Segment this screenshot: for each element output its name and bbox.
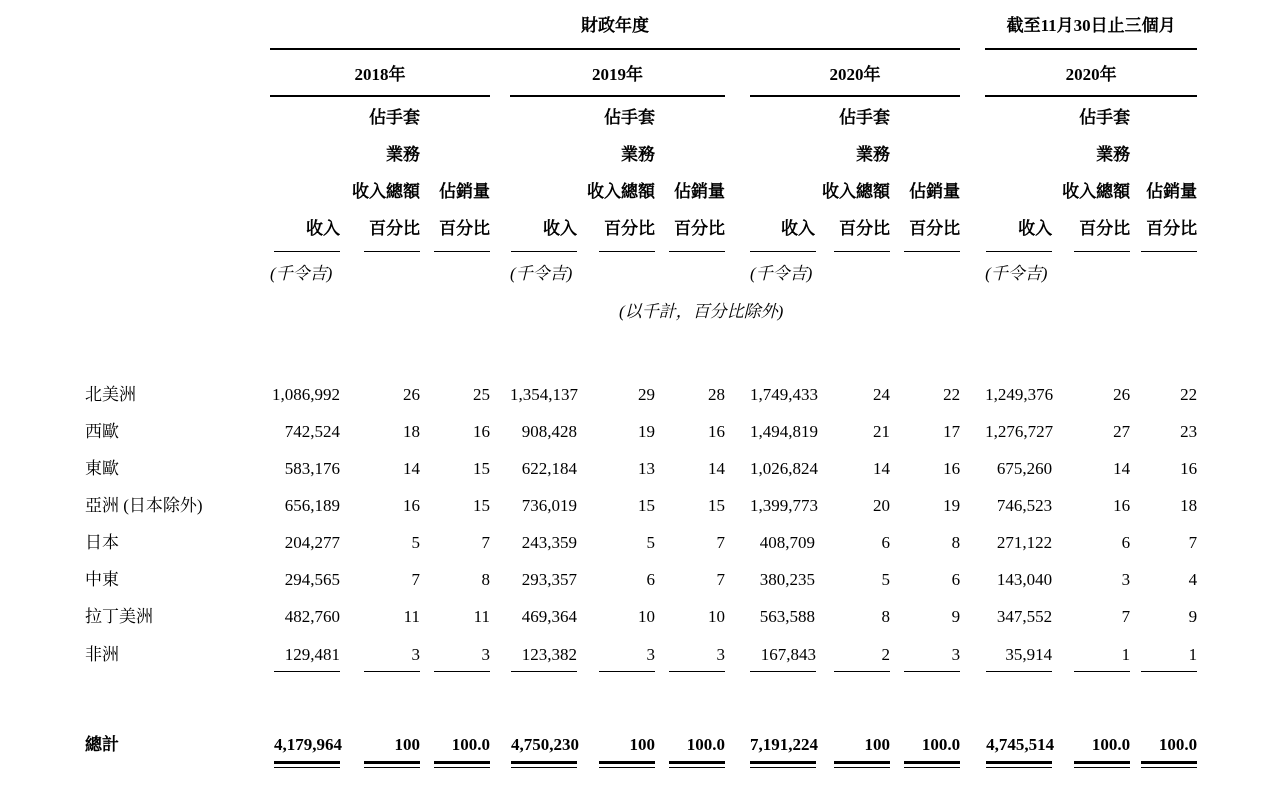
year-2020q-header: 2020年: [985, 49, 1197, 96]
table-cell: 1,086,992: [272, 385, 340, 404]
total-label-cell: [85, 724, 270, 764]
table-cell-value: 167,843: [750, 644, 816, 672]
column-spacer: [725, 252, 750, 286]
table-cell: 7: [411, 570, 420, 589]
table-cell: 16: [708, 422, 725, 441]
revenue-by-region-table: [85, 10, 1197, 764]
pct-revenue-line: 百分比: [369, 219, 420, 238]
pct-revenue-line: 業務: [856, 145, 890, 164]
region-label: 亞洲 (日本除外): [85, 496, 203, 515]
pct-revenue-line: 業務: [621, 145, 655, 164]
pct-revenue-line: 收入總額: [352, 182, 420, 201]
table-cell: [655, 635, 725, 672]
table-cell: 22: [1180, 385, 1198, 404]
pct-revenue-line: 佔手套: [604, 108, 655, 127]
total-value: 100: [834, 734, 890, 764]
table-cell: 469,364: [521, 607, 577, 626]
table-cell: [890, 635, 960, 672]
revenue-col-label: 收入: [781, 219, 815, 238]
pct-volume-line: 百分比: [909, 219, 961, 238]
column-spacer: [490, 376, 510, 413]
column-spacer: [490, 487, 510, 524]
table-cell: [815, 635, 890, 672]
table-cell: 26: [403, 385, 420, 404]
column-spacer: [960, 49, 985, 96]
total-value: 4,750,230: [511, 734, 577, 764]
table-cell: 19: [638, 422, 655, 441]
table-cell-value: 3: [599, 644, 655, 672]
table-cell: 6: [951, 570, 961, 589]
empty-cell: [85, 49, 270, 96]
table-cell-value: 3: [364, 644, 420, 672]
column-spacer: [725, 561, 750, 598]
table-body: [85, 376, 1197, 672]
table-cell: 204,277: [284, 533, 340, 552]
total-cell: [985, 724, 1055, 764]
revenue-col-header: [510, 96, 577, 252]
revenue-col-header: [270, 96, 340, 252]
table-cell: 25: [473, 385, 490, 404]
pct-volume-line: 佔銷量: [1146, 182, 1198, 201]
table-row: [85, 450, 1197, 487]
empty-cell: [85, 96, 270, 252]
table-cell: 742,524: [284, 422, 340, 441]
column-spacer: [960, 96, 985, 252]
total-value: 100.0: [1074, 734, 1130, 764]
empty-cell: [420, 252, 490, 286]
table-cell: 10: [708, 607, 725, 626]
column-spacer: [490, 96, 510, 252]
table-cell: 4: [1188, 570, 1198, 589]
table-cell: 294,565: [284, 570, 340, 589]
table-cell-value: 3: [669, 644, 725, 672]
table-cell: [270, 635, 340, 672]
pct-volume-col-header: [890, 96, 960, 252]
table-cell: 6: [646, 570, 655, 589]
table-cell: 7: [1188, 533, 1198, 552]
total-value: 100.0: [904, 734, 960, 764]
column-spacer: [725, 376, 750, 413]
total-cell: [890, 724, 960, 764]
revenue-col-label: 收入: [1018, 219, 1053, 238]
unit-note-row: [85, 252, 1197, 286]
table-cell: 15: [473, 459, 490, 478]
fiscal-year-header: 財政年度: [270, 10, 960, 49]
column-spacer: [960, 376, 985, 413]
pct-volume-col-header: [655, 96, 725, 252]
column-spacer: [725, 724, 750, 764]
column-spacer: [490, 635, 510, 672]
total-cell: [577, 724, 655, 764]
column-spacer: [960, 724, 985, 764]
table-cell-value: 1: [1074, 644, 1130, 672]
year-header-row: [85, 49, 1197, 96]
empty-cell: [340, 252, 420, 286]
table-row: [85, 635, 1197, 672]
total-value: 100.0: [434, 734, 490, 764]
table-cell-value: 2: [834, 644, 890, 672]
table-cell: 7: [481, 533, 490, 552]
column-spacer: [725, 450, 750, 487]
revenue-col-label: 收入: [306, 219, 340, 238]
empty-cell: [655, 252, 725, 286]
table-cell: 5: [881, 570, 890, 589]
table-row: [85, 487, 1197, 524]
column-spacer: [725, 524, 750, 561]
table-cell: 293,357: [521, 570, 577, 589]
table-cell: 271,122: [996, 533, 1053, 552]
pct-volume-col-header: [1130, 96, 1197, 252]
table-cell: 347,552: [996, 607, 1053, 626]
region-label: 日本: [85, 533, 119, 552]
region-label-text: 非洲: [85, 644, 119, 664]
table-cell: 908,428: [521, 422, 577, 441]
revenue-col-header: [750, 96, 815, 252]
total-label: 總計: [85, 735, 119, 754]
region-label: 中東: [85, 570, 119, 589]
total-cell: [1052, 724, 1130, 764]
year-2019-header: 2019年: [510, 49, 725, 96]
column-spacer: [490, 252, 510, 286]
empty-cell: [85, 252, 270, 286]
region-label: 北美洲: [85, 385, 136, 404]
column-spacer: [725, 598, 750, 635]
table-cell-value: 129,481: [274, 644, 340, 672]
table-cell: [1130, 635, 1197, 672]
table-cell: 15: [708, 496, 725, 515]
pct-volume-line: 佔銷量: [439, 182, 490, 201]
table-cell: 5: [646, 533, 655, 552]
pct-revenue-line: 業務: [386, 145, 420, 164]
column-spacer: [725, 96, 750, 252]
table-cell-value: 3: [434, 644, 490, 672]
total-cell: [510, 724, 577, 764]
year-2018-header: 2018年: [270, 49, 490, 96]
column-spacer: [490, 450, 510, 487]
table-row: [85, 413, 1197, 450]
region-label: 拉丁美洲: [85, 607, 153, 626]
pct-revenue-line: 收入總額: [822, 182, 890, 201]
empty-cell: [85, 10, 270, 49]
table-cell: 1,749,433: [750, 385, 818, 404]
table-cell: 20: [873, 496, 890, 515]
pct-revenue-line: 百分比: [1079, 219, 1131, 238]
column-spacer: [490, 598, 510, 635]
table-cell: 18: [403, 422, 420, 441]
table-cell: 16: [473, 422, 490, 441]
table-cell: 380,235: [759, 570, 815, 589]
table-cell: 143,040: [996, 570, 1053, 589]
column-spacer: [960, 561, 985, 598]
column-spacer: [960, 252, 985, 286]
column-spacer: [725, 413, 750, 450]
column-spacer: [960, 487, 985, 524]
table-cell: 583,176: [284, 459, 340, 478]
table-cell: [1052, 635, 1130, 672]
table-cell: 26: [1113, 385, 1131, 404]
table-cell: 8: [951, 533, 961, 552]
pct-revenue-line: 業務: [1096, 145, 1131, 164]
scale-note-row: [85, 286, 1197, 324]
table-cell-value: 1: [1141, 644, 1197, 672]
pct-revenue-col-header: [815, 96, 890, 252]
empty-cell: [890, 252, 960, 286]
scale-note-cell: [85, 286, 1197, 324]
pct-revenue-line: 收入總額: [587, 182, 655, 201]
table-cell: 746,523: [996, 496, 1053, 515]
table-cell: [420, 635, 490, 672]
table-cell: 11: [473, 607, 490, 626]
pct-volume-line: 佔銷量: [674, 182, 725, 201]
table-cell: 8: [881, 607, 890, 626]
pct-volume-col-header: [420, 96, 490, 252]
table-cell: 1,026,824: [750, 459, 818, 478]
table-cell: 22: [943, 385, 961, 404]
table-cell: 9: [1188, 607, 1198, 626]
table-cell: [510, 635, 577, 672]
pct-revenue-line: 百分比: [604, 219, 655, 238]
table-cell: 563,588: [759, 607, 815, 626]
pct-revenue-col-header: [340, 96, 420, 252]
column-spacer: [960, 10, 985, 49]
total-value: 100.0: [1141, 734, 1197, 764]
table-cell: [577, 635, 655, 672]
table-cell: 14: [403, 459, 420, 478]
table-cell: 675,260: [996, 459, 1053, 478]
table-cell: 5: [411, 533, 420, 552]
pct-volume-line: 百分比: [439, 219, 490, 238]
table-cell: [750, 635, 815, 672]
empty-cell: [1130, 252, 1197, 286]
column-spacer: [490, 524, 510, 561]
total-value: 100.0: [669, 734, 725, 764]
column-spacer: [725, 49, 750, 96]
total-cell: [1130, 724, 1197, 764]
table-cell: 15: [473, 496, 490, 515]
column-spacer: [490, 561, 510, 598]
table-cell: 6: [881, 533, 890, 552]
table-cell: 408,709: [759, 533, 815, 552]
revenue-col-header: [985, 96, 1052, 252]
section-header-row: [85, 10, 1197, 49]
revenue-col-label: 收入: [543, 219, 577, 238]
table-cell: 482,760: [284, 607, 340, 626]
spacer: [85, 324, 1197, 376]
column-spacer: [490, 724, 510, 764]
table-cell: 16: [403, 496, 420, 515]
table-cell: 10: [638, 607, 655, 626]
empty-cell: [815, 252, 890, 286]
column-spacer: [960, 450, 985, 487]
column-spacer: [490, 49, 510, 96]
scale-note: (以千計，百分比除外): [619, 302, 784, 321]
table-cell: 23: [1180, 422, 1198, 441]
column-spacer: [725, 487, 750, 524]
spacer: [85, 672, 1197, 724]
table-cell: 3: [1121, 570, 1131, 589]
empty-cell: [1052, 252, 1130, 286]
table-cell: 9: [951, 607, 961, 626]
table-cell: [340, 635, 420, 672]
table-cell-value: 3: [904, 644, 960, 672]
column-spacer: [960, 413, 985, 450]
pct-revenue-col-header: [577, 96, 655, 252]
table-cell: 7: [1121, 607, 1131, 626]
table-cell: 622,184: [521, 459, 577, 478]
total-value: 4,745,514: [986, 734, 1052, 764]
total-row: [85, 724, 1197, 764]
total-value: 4,179,964: [274, 734, 340, 764]
pct-revenue-line: 佔手套: [1079, 108, 1131, 127]
pct-revenue-line: 佔手套: [839, 108, 890, 127]
table-row: [85, 598, 1197, 635]
column-header-row: [85, 96, 1197, 252]
column-spacer: [960, 635, 985, 672]
table-cell: 1,276,727: [985, 422, 1054, 441]
table-cell: 736,019: [521, 496, 577, 515]
pct-revenue-line: 收入總額: [1062, 182, 1131, 201]
table-cell: 28: [708, 385, 725, 404]
pct-volume-line: 百分比: [674, 219, 725, 238]
spacer-row: [85, 672, 1197, 724]
pct-revenue-line: 百分比: [839, 219, 890, 238]
table-cell: 243,359: [521, 533, 577, 552]
column-spacer: [960, 598, 985, 635]
column-spacer: [725, 635, 750, 672]
column-spacer: [960, 524, 985, 561]
pct-volume-line: 佔銷量: [909, 182, 961, 201]
year-2020-header: 2020年: [750, 49, 960, 96]
unit-note: (千令吉): [510, 264, 573, 283]
table-cell: 1,399,773: [750, 496, 818, 515]
unit-note: (千令吉): [270, 264, 333, 283]
table-cell: 21: [873, 422, 890, 441]
table-row: [85, 524, 1197, 561]
table-cell: 7: [716, 570, 725, 589]
table-cell: 16: [1180, 459, 1198, 478]
table-cell: 6: [1121, 533, 1131, 552]
table-cell: 11: [403, 607, 420, 626]
total-value: 100: [599, 734, 655, 764]
table-cell: 8: [481, 570, 490, 589]
spacer-row: [85, 324, 1197, 376]
table-cell: 19: [943, 496, 961, 515]
total-cell: [750, 724, 818, 764]
table-cell: 18: [1180, 496, 1198, 515]
unit-note: (千令吉): [750, 264, 813, 283]
table-cell: 656,189: [284, 496, 340, 515]
region-label: [85, 635, 270, 672]
table-cell: 29: [638, 385, 655, 404]
table-cell: [985, 635, 1052, 672]
region-label: 西歐: [85, 422, 119, 441]
total-value: 100: [364, 734, 420, 764]
table-cell: 16: [943, 459, 961, 478]
table-cell: 24: [873, 385, 890, 404]
empty-cell: [577, 252, 655, 286]
three-months-header: 截至11月30日止三個月: [985, 10, 1197, 49]
table-cell: 14: [708, 459, 725, 478]
table-cell: 1,494,819: [750, 422, 818, 441]
pct-revenue-line: 佔手套: [369, 108, 420, 127]
pct-volume-line: 百分比: [1146, 219, 1198, 238]
total-cell: [420, 724, 490, 764]
column-spacer: [490, 413, 510, 450]
table-cell: 14: [873, 459, 890, 478]
region-label: 東歐: [85, 459, 119, 478]
pct-revenue-col-header: [1052, 96, 1130, 252]
table-cell: 1,354,137: [510, 385, 578, 404]
table-row: [85, 376, 1197, 413]
total-cell: [340, 724, 420, 764]
unit-note: (千令吉): [985, 264, 1048, 283]
table-cell: 27: [1113, 422, 1131, 441]
table-cell: 13: [638, 459, 655, 478]
table-cell-value: 123,382: [511, 644, 577, 672]
table-cell: 1,249,376: [985, 385, 1054, 404]
table-cell: 16: [1113, 496, 1131, 515]
total-cell: [270, 724, 340, 764]
table-cell: 15: [638, 496, 655, 515]
table-cell-value: 35,914: [986, 644, 1052, 672]
total-value: 7,191,224: [750, 734, 816, 764]
total-cell: [815, 724, 890, 764]
table-cell: 14: [1113, 459, 1131, 478]
table-row: [85, 561, 1197, 598]
table-cell: 7: [716, 533, 725, 552]
total-cell: [655, 724, 725, 764]
table-cell: 17: [943, 422, 961, 441]
